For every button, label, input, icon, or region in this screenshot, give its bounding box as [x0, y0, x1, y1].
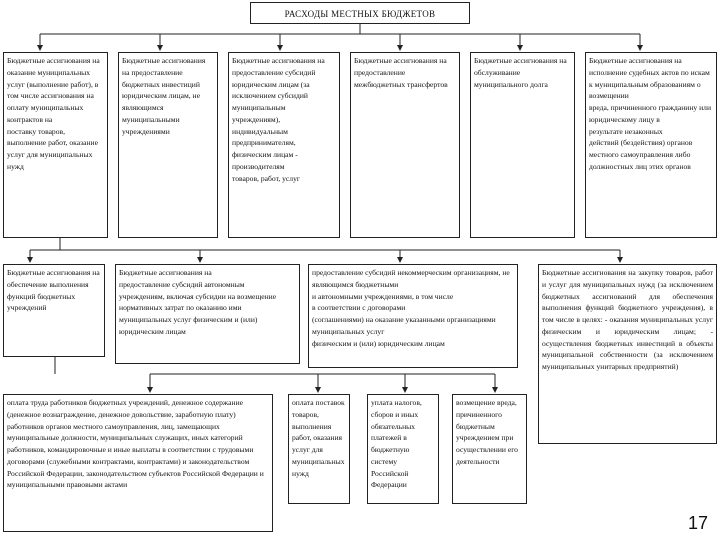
diagram-title: РАСХОДЫ МЕСТНЫХ БЮДЖЕТОВ: [250, 2, 470, 24]
box-text: предоставление субсидий автономным: [119, 279, 245, 289]
page-number: 17: [687, 513, 708, 533]
box-wages: [3, 394, 273, 532]
box-court-acts: [585, 52, 717, 238]
box-text: Бюджетные ассигнования на обслуживание муниципального долга: [474, 56, 567, 89]
box-taxes: [367, 394, 439, 504]
box-text: учреждениям), индивидуальным предпринимателям,: [232, 114, 296, 148]
box-supplies-payment: [288, 394, 350, 504]
box-text: оплата труда работников бюджетных учреждений, денежное содержание (денежное вознаграждение, денежное довольствие, заработную плату) работников органов местного самоуправления, лиц, замещающих муниципальные должности, муниципальных служащих, иных категорий работников, командировочные и иные выплаты в соответствии с трудовыми договорами (служебными контрактами, контрактами) и законодательством Российской Федерации, законодательством субъектов Российской Федерации и муниципальными правовыми актами: [7, 398, 264, 490]
box-text: оплата поставок товаров, выполнения работ, оказания услуг для муниципальных нужд: [292, 398, 345, 478]
box-text: (соглашениями) на оказание указанными организациями муниципальных услуг: [312, 315, 496, 336]
box-text: и автономными учреждениями, в том числе: [312, 291, 454, 301]
box-text: действий (бездействия) органов местного самоуправления либо должностных лиц этих органов: [589, 138, 693, 171]
box-text: поставку товаров, выполнение работ, оказание услуг для муниципальных нужд: [7, 126, 98, 171]
box-text: Бюджетные ассигнования на предоставление межбюджетных трансфертов: [354, 56, 448, 89]
box-text: Бюджетные ассигнования на оказание муниципальных услуг (выполнение работ), в том числе ассигнования на оплату муниципальных контрактов на: [7, 56, 100, 124]
box-text: учреждениям, включая субсидии на возмещение нормативных затрат по оказанию ими муниципальных услуг физическим и (или) юридическим лицам: [119, 291, 277, 336]
box-text: физическим и (или) юридическим лицам: [312, 338, 445, 348]
box-institution-support: [3, 264, 105, 357]
box-nonprofit-subsidies: [308, 264, 518, 368]
box-text: Бюджетные ассигнования на предоставление субсидий юридическим лицам (за исключением субсидий муниципальным: [232, 56, 325, 113]
box-autonomous-subsidies: [115, 264, 300, 364]
box-municipal-services: [3, 52, 108, 238]
box-debt-service: [470, 52, 575, 238]
box-text: результате незаконных: [589, 126, 663, 136]
box-text: Бюджетные ассигнования на закупку товаров, работ и услуг для муниципальных нужд (за исключением бюджетных ассигнований для обеспечения выполнения функций бюджетного учреждения), в том числе в целях: - оказания муниципальных услуг физическим и юридическим лицам; - осуществления бюджетных инвестиций в объекты муниципальной собственности (за исключением муниципальных унитарных предприятий): [542, 268, 713, 372]
box-text: предоставление субсидий некоммерческим организациям, не являющимся бюджетными: [312, 268, 510, 289]
box-subsidies-legal-entities: [228, 52, 340, 238]
box-text: уплата налогов, сборов и иных обязательных платежей в бюджетную систему Российской Федерации: [371, 398, 422, 490]
box-interbudget-transfers: [350, 52, 460, 238]
box-text: возмещение вреда, причиненного бюджетным учреждением при осуществлении его деятельности: [456, 398, 518, 466]
box-text: в соответствии с договорами: [312, 303, 406, 313]
box-damages: [452, 394, 527, 504]
box-procurement: [538, 264, 717, 444]
box-text: Бюджетные ассигнования на исполнение судебных актов по искам к муниципальным образованиям о возмещении: [589, 56, 710, 101]
box-text: физическим лицам - производителям: [232, 150, 298, 171]
box-text: товаров, работ, услуг: [232, 173, 300, 183]
box-text: Бюджетные ассигнования на предоставление бюджетных инвестиций юридическим лицам, не являющимся муниципальными учреждениями: [122, 56, 206, 136]
box-text: Бюджетные ассигнования на: [119, 268, 212, 277]
box-text: Бюджетные ассигнования на обеспечение выполнения функций бюджетных учреждений: [7, 268, 100, 313]
box-text: вреда, причиненного гражданину или юридическому лицу в: [589, 103, 712, 124]
box-budget-investments: [118, 52, 218, 238]
